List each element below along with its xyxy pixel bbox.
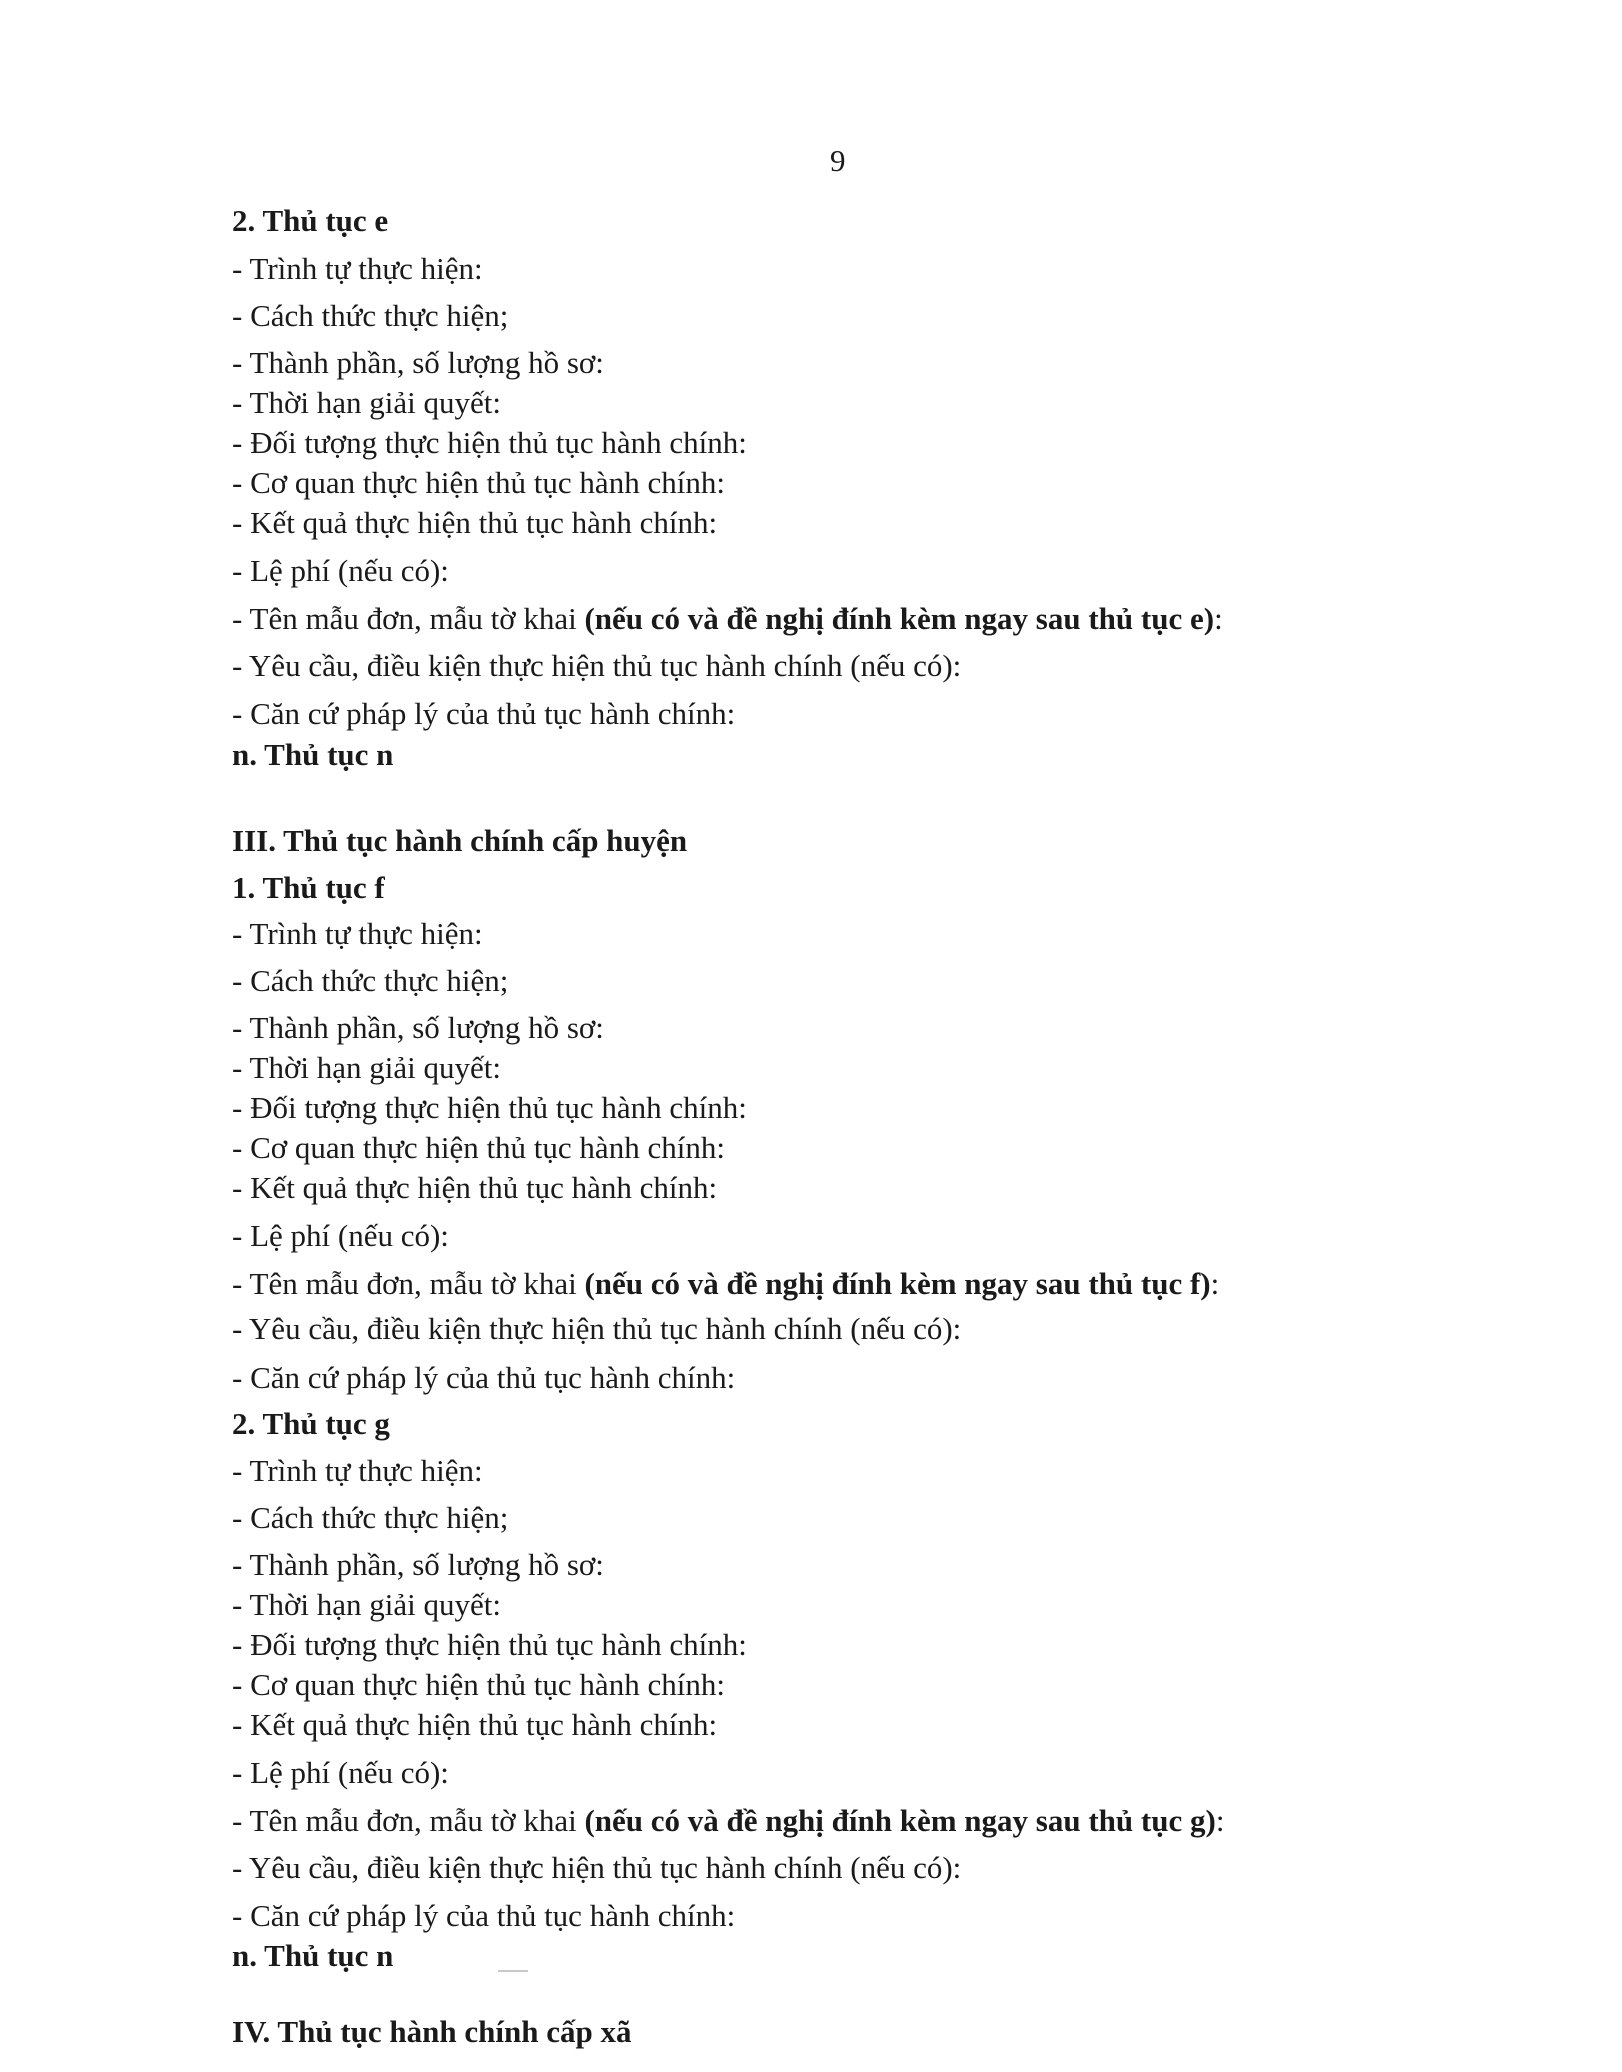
list-item: - Thời hạn giải quyết: <box>232 385 501 420</box>
list-item: - Trình tự thực hiện: <box>232 1453 483 1488</box>
list-item: - Căn cứ pháp lý của thủ tục hành chính: <box>232 1898 736 1933</box>
list-item: - Lệ phí (nếu có): <box>232 1755 449 1790</box>
procedure-n-title: n. Thủ tục n <box>232 1938 394 1973</box>
list-item: - Yêu cầu, điều kiện thực hiện thủ tục hành chính (nếu có): <box>232 648 962 683</box>
list-item: - Căn cứ pháp lý của thủ tục hành chính: <box>232 696 736 731</box>
form-template-suffix: : <box>1215 1803 1225 1838</box>
list-item: - Lệ phí (nếu có): <box>232 1218 449 1253</box>
list-item: - Cách thức thực hiện; <box>232 963 509 998</box>
procedure-e-title: 2. Thủ tục e <box>232 203 389 238</box>
form-template-note: (nếu có và đề nghị đính kèm ngay sau thủ tục f) <box>584 1266 1211 1301</box>
list-item: - Kết quả thực hiện thủ tục hành chính: <box>232 1707 718 1742</box>
list-item: - Thời hạn giải quyết: <box>232 1050 501 1085</box>
list-item: - Kết quả thực hiện thủ tục hành chính: <box>232 1170 718 1205</box>
list-item: - Lệ phí (nếu có): <box>232 553 449 588</box>
procedure-g-title: 2. Thủ tục g <box>232 1406 390 1441</box>
list-item: - Cách thức thực hiện; <box>232 1500 509 1535</box>
list-item: - Cơ quan thực hiện thủ tục hành chính: <box>232 1667 725 1702</box>
commune-level-heading: IV. Thủ tục hành chính cấp xã <box>232 2014 632 2049</box>
list-item: - Căn cứ pháp lý của thủ tục hành chính: <box>232 1360 736 1395</box>
scan-mark <box>498 1970 528 1972</box>
district-level-heading: III. Thủ tục hành chính cấp huyện <box>232 823 688 858</box>
list-item: - Trình tự thực hiện: <box>232 251 483 286</box>
list-item: - Thời hạn giải quyết: <box>232 1587 501 1622</box>
procedure-n-title: n. Thủ tục n <box>232 737 394 772</box>
form-template-line <box>232 1805 1224 1836</box>
list-item: - Cơ quan thực hiện thủ tục hành chính: <box>232 465 725 500</box>
form-template-line <box>232 603 1223 634</box>
list-item: - Thành phần, số lượng hồ sơ: <box>232 345 604 380</box>
form-template-prefix: - Tên mẫu đơn, mẫu tờ khai <box>232 1803 585 1838</box>
list-item: - Đối tượng thực hiện thủ tục hành chính: <box>232 1627 747 1662</box>
list-item: - Đối tượng thực hiện thủ tục hành chính: <box>232 1090 747 1125</box>
form-template-prefix: - Tên mẫu đơn, mẫu tờ khai <box>232 601 585 636</box>
list-item: - Đối tượng thực hiện thủ tục hành chính: <box>232 425 747 460</box>
list-item: - Kết quả thực hiện thủ tục hành chính: <box>232 505 718 540</box>
list-item: - Thành phần, số lượng hồ sơ: <box>232 1010 604 1045</box>
list-item: - Yêu cầu, điều kiện thực hiện thủ tục hành chính (nếu có): <box>232 1850 962 1885</box>
page-number: 9 <box>830 143 846 178</box>
list-item: - Yêu cầu, điều kiện thực hiện thủ tục hành chính (nếu có): <box>232 1311 962 1346</box>
form-template-note: (nếu có và đề nghị đính kèm ngay sau thủ tục e) <box>584 601 1215 636</box>
list-item: - Thành phần, số lượng hồ sơ: <box>232 1547 604 1582</box>
list-item: - Cách thức thực hiện; <box>232 298 509 333</box>
procedure-f-title: 1. Thủ tục f <box>232 870 385 905</box>
list-item: - Cơ quan thực hiện thủ tục hành chính: <box>232 1130 725 1165</box>
form-template-line <box>232 1268 1219 1299</box>
list-item: - Trình tự thực hiện: <box>232 916 483 951</box>
form-template-prefix: - Tên mẫu đơn, mẫu tờ khai <box>232 1266 585 1301</box>
form-template-note: (nếu có và đề nghị đính kèm ngay sau thủ tục g) <box>584 1803 1216 1838</box>
form-template-suffix: : <box>1214 601 1223 636</box>
form-template-suffix: : <box>1210 1266 1220 1301</box>
